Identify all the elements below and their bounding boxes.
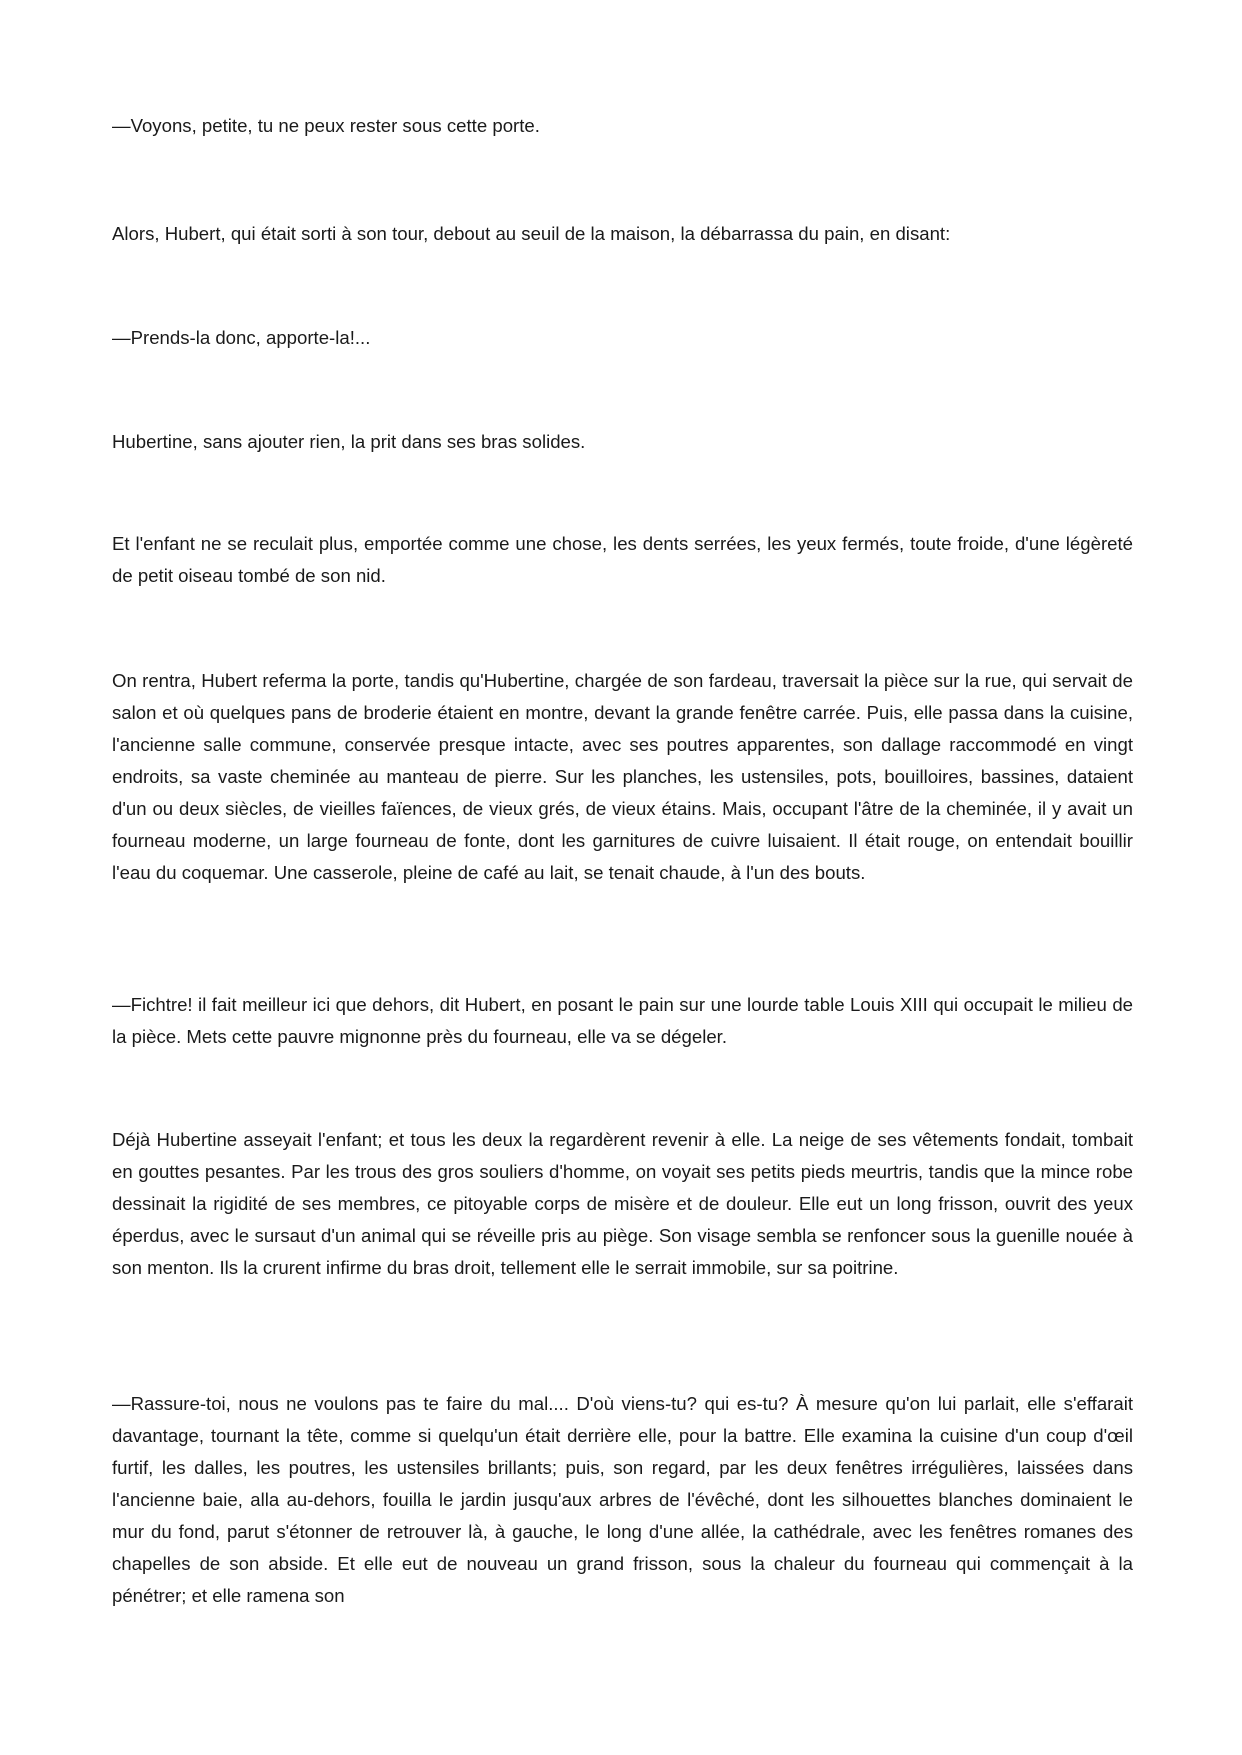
paragraph-7: —Fichtre! il fait meilleur ici que dehors, dit Hubert, en posant le pain sur une lourde table Louis XIII qui occupait le milieu de la pièce. Mets cette pauvre mignonne près du fourneau, elle va se dégeler. [112, 994, 1133, 1047]
paragraph-9: —Rassure-toi, nous ne voulons pas te faire du mal.... D'où viens-tu? qui es-tu? À mesure qu'on lui parlait, elle s'effarait davantage, tournant la tête, comme si quelqu'un était derrière elle, pour la battre. Elle examina la cuisine d'un coup d'œil furtif, les dalles, les poutres, les ustensiles brillants; puis, son regard, par les deux fenêtres irrégulières, laissées dans l'ancienne baie, alla au-dehors, fouilla le jardin jusqu'aux arbres de l'évêché, dont les silhouettes blanches dominaient le mur du fond, parut s'étonner de retrouver là, à gauche, le long d'une allée, la cathédrale, avec les fenêtres romanes des chapelles de son abside. Et elle eut de nouveau un grand frisson, sous la chaleur du fourneau qui commençait à la pénétrer; et elle ramena son [112, 1393, 1133, 1606]
paragraph-6: On rentra, Hubert referma la porte, tandis qu'Hubertine, chargée de son fardeau, traversait la pièce sur la rue, qui servait de salon et où quelques pans de broderie étaient en montre, devant la grande fenêtre carrée. Puis, elle passa dans la cuisine, l'ancienne salle commune, conservée presque intacte, avec ses poutres apparentes, son dallage raccommodé en vingt endroits, sa vaste cheminée au manteau de pierre. Sur les planches, les ustensiles, pots, bouilloires, bassines, dataient d'un ou deux siècles, de vieilles faïences, de vieux grés, de vieux étains. Mais, occupant l'âtre de la cheminée, il y avait un fourneau moderne, un large fourneau de fonte, dont les garnitures de cuivre luisaient. Il était rouge, on entendait bouillir l'eau du coquemar. Une casserole, pleine de café au lait, se tenait chaude, à l'un des bouts. [112, 670, 1133, 883]
paragraph-1: —Voyons, petite, tu ne peux rester sous cette porte. [112, 115, 540, 136]
paragraph-8: Déjà Hubertine asseyait l'enfant; et tous les deux la regardèrent revenir à elle. La neige de ses vêtements fondait, tombait en gouttes pesantes. Par les trous des gros souliers d'homme, on voyait ses petits pieds meurtris, tandis que la mince robe dessinait la rigidité de ses membres, ce pitoyable corps de misère et de douleur. Elle eut un long frisson, ouvrit des yeux éperdus, avec le sursaut d'un animal qui se réveille pris au piège. Son visage sembla se renfoncer sous la guenille nouée à son menton. Ils la crurent infirme du bras droit, tellement elle le serrait immobile, sur sa poitrine. [112, 1129, 1133, 1278]
document-page [112, 0, 1133, 1755]
paragraph-4: Hubertine, sans ajouter rien, la prit dans ses bras solides. [112, 431, 586, 452]
paragraph-5: Et l'enfant ne se reculait plus, emportée comme une chose, les dents serrées, les yeux fermés, toute froide, d'une légèreté de petit oiseau tombé de son nid. [112, 533, 1133, 586]
paragraph-3: —Prends-la donc, apporte-la!... [112, 327, 371, 348]
paragraph-2: Alors, Hubert, qui était sorti à son tour, debout au seuil de la maison, la débarrassa du pain, en disant: [112, 223, 951, 244]
